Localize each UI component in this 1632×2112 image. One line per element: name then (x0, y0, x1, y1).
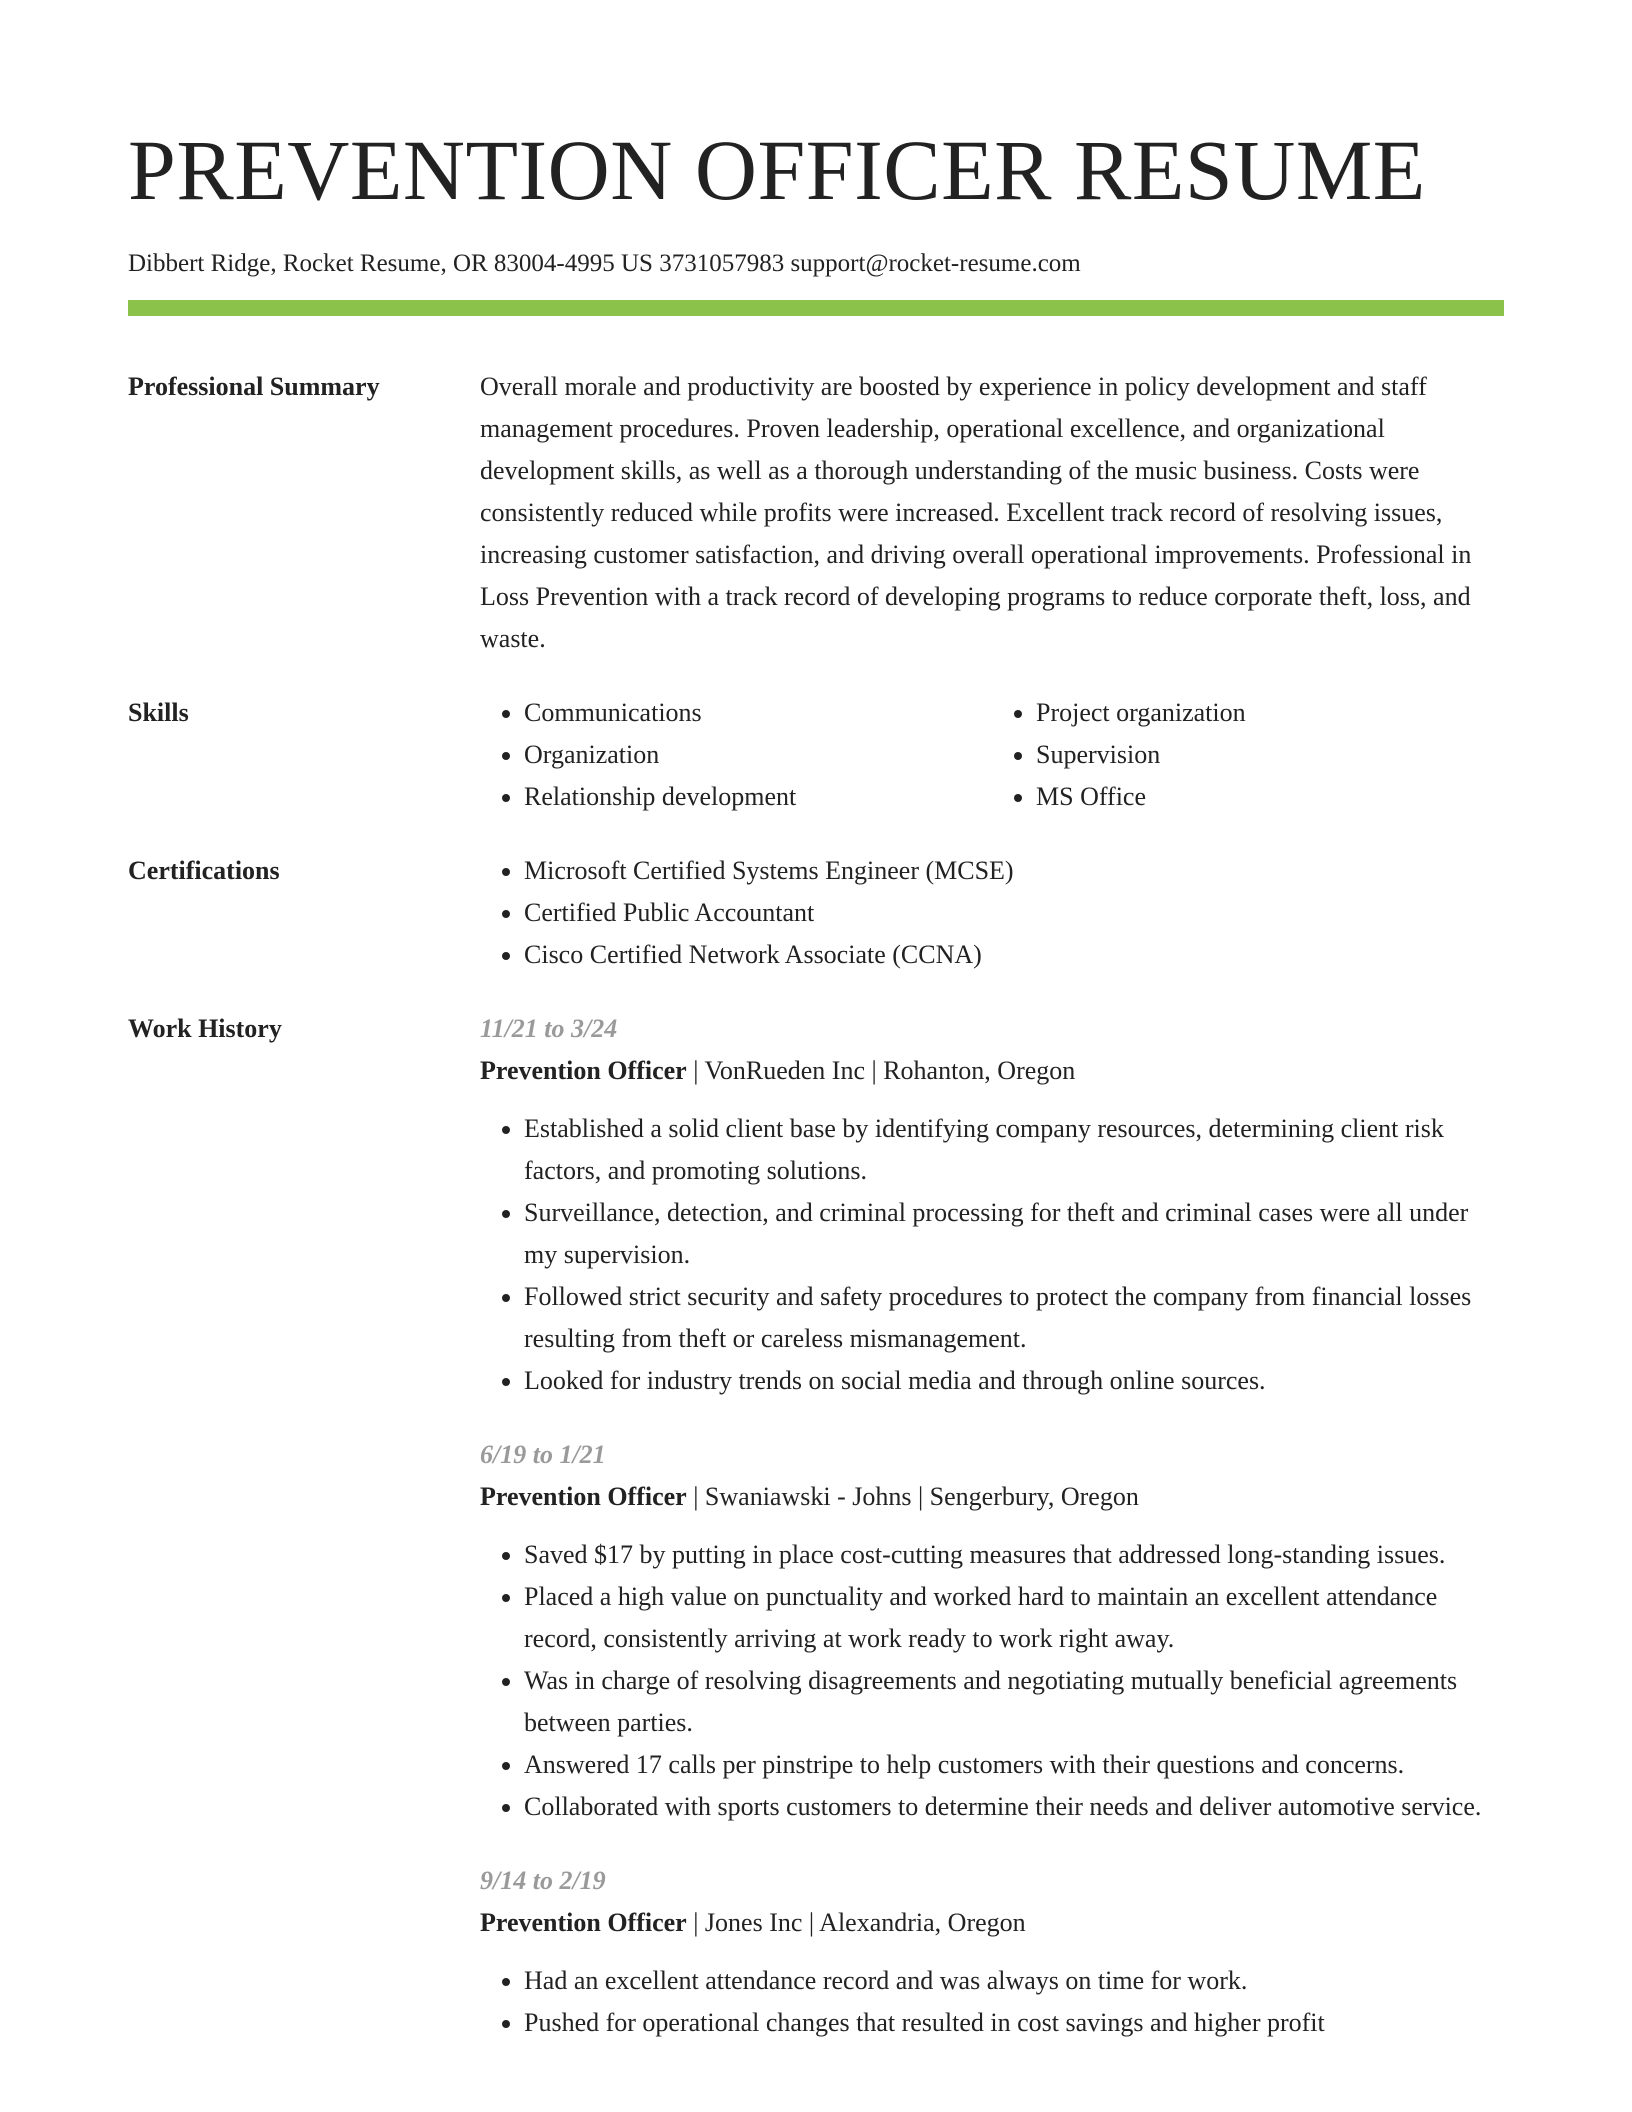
job-dates: 11/21 to 3/24 (480, 1014, 618, 1043)
job-bullet: • Established a solid client base by identifying company resources, determining client risk factors, and promoting solutions. (524, 1108, 1504, 1192)
skills-heading: Skills (128, 698, 189, 727)
job-bullets (480, 1534, 1504, 1828)
job-bullet: • Pushed for operational changes that resulted in cost savings and higher profit (524, 2002, 1504, 2044)
certification-item: • Microsoft Certified Systems Engineer (MCSE) (524, 850, 1504, 892)
job-dates: 6/19 to 1/21 (480, 1440, 606, 1469)
job-heading (480, 1476, 1504, 1518)
skills-section (128, 692, 1504, 818)
work-history-section (128, 1008, 1504, 2076)
certifications-section (128, 850, 1504, 976)
resume-title: PREVENTION OFFICER RESUME (128, 122, 1426, 218)
job-title: Prevention Officer (480, 1908, 687, 1937)
skill-item: • MS Office (1036, 776, 1504, 818)
job-details: | Jones Inc | Alexandria, Oregon (686, 1908, 1026, 1937)
job-title: Prevention Officer (480, 1056, 687, 1085)
skill-item: • Supervision (1036, 734, 1504, 776)
job-bullet: • Had an excellent attendance record and was always on time for work. (524, 1960, 1504, 2002)
contact-line: Dibbert Ridge, Rocket Resume, OR 83004-4995 US 3731057983 support@rocket-resume.com (128, 250, 1081, 277)
skills-list-right (992, 692, 1504, 818)
job-bullet: • Collaborated with sports customers to determine their needs and deliver automotive service. (524, 1786, 1504, 1828)
job-heading (480, 1902, 1504, 1944)
job-entry (480, 1008, 1504, 1402)
certification-item: • Cisco Certified Network Associate (CCNA) (524, 934, 1504, 976)
summary-heading: Professional Summary (128, 372, 380, 401)
skill-item: • Organization (524, 734, 992, 776)
certifications-list (480, 850, 1504, 976)
job-heading (480, 1050, 1504, 1092)
skills-list-left (480, 692, 992, 818)
job-bullet: • Saved $17 by putting in place cost-cutting measures that addressed long-standing issues. (524, 1534, 1504, 1576)
skill-item: • Relationship development (524, 776, 992, 818)
skill-item: • Communications (524, 692, 992, 734)
certification-item: • Certified Public Accountant (524, 892, 1504, 934)
summary-text: Overall morale and productivity are boosted by experience in policy development and staff management procedures. Proven leadership, operational excellence, and organizational development skills, as well as a thorough understanding of the music business. Costs were consistently reduced while profits were increased. Excellent track record of resolving issues, increasing customer satisfaction, and driving overall operational improvements. Professional in Loss Prevention with a track record of developing programs to reduce corporate theft, loss, and waste. (480, 372, 1472, 653)
accent-divider (128, 300, 1504, 316)
work-history-heading: Work History (128, 1014, 282, 1043)
job-bullet: • Surveillance, detection, and criminal processing for theft and criminal cases were all under my supervision. (524, 1192, 1504, 1276)
job-title: Prevention Officer (480, 1482, 687, 1511)
job-details: | Swaniawski - Johns | Sengerbury, Oregon (686, 1482, 1139, 1511)
job-bullet: • Looked for industry trends on social media and through online sources. (524, 1360, 1504, 1402)
job-bullets (480, 1108, 1504, 1402)
job-dates: 9/14 to 2/19 (480, 1866, 606, 1895)
job-entry (480, 1434, 1504, 1828)
job-bullet: • Was in charge of resolving disagreements and negotiating mutually beneficial agreements between parties. (524, 1660, 1504, 1744)
job-bullets (480, 1960, 1504, 2044)
job-bullet: • Placed a high value on punctuality and worked hard to maintain an excellent attendance record, consistently arriving at work ready to work right away. (524, 1576, 1504, 1660)
summary-section (128, 366, 1504, 660)
job-bullet: • Answered 17 calls per pinstripe to help customers with their questions and concerns. (524, 1744, 1504, 1786)
skill-item: • Project organization (1036, 692, 1504, 734)
job-details: | VonRueden Inc | Rohanton, Oregon (686, 1056, 1076, 1085)
job-entry (480, 1860, 1504, 2044)
job-bullet: • Followed strict security and safety procedures to protect the company from financial losses resulting from theft or careless mismanagement. (524, 1276, 1504, 1360)
certifications-heading: Certifications (128, 856, 280, 885)
